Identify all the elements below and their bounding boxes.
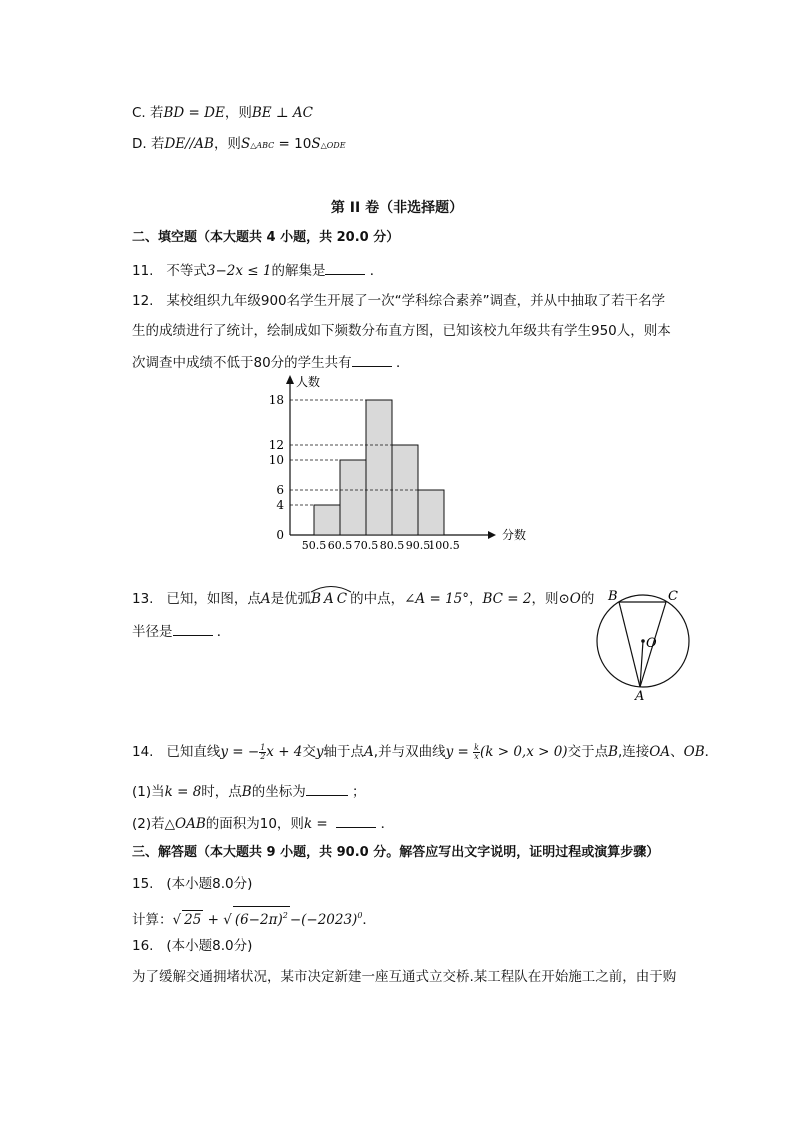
question-12-line-1: 12. 某校组织九年级900名学生开展了一次“学科综合素养”调查，并从中抽取了若干名学: [132, 293, 666, 309]
x-tick-label: 60.5: [327, 539, 353, 550]
answer-blank[interactable]: [306, 781, 348, 796]
circle-figure: [590, 585, 700, 705]
question-14-part-1: (1)当k = 8时，点B的坐标为 ；: [132, 781, 366, 801]
sqrt-6-2pi-squared: √ $(6-2\pi)^2$: [223, 912, 290, 928]
question-11: 11. 不等式3−2x ≤ 1的解集是 ．: [132, 260, 383, 280]
answer-blank[interactable]: [352, 352, 392, 367]
x-tick-label: 100.5: [428, 539, 460, 550]
label-a: A: [635, 689, 645, 704]
arc-bac: BAC: [311, 591, 350, 607]
answer-blank[interactable]: [325, 260, 365, 275]
x-axis-label: 分数: [502, 528, 527, 542]
y-tick-label: 12: [268, 438, 284, 452]
question-13-line-1: 13. 已知，如图，点A是优弧 BAC的中点，∠A = 15°，BC = 2，则⊙O的: [132, 590, 594, 608]
histogram-bar: [314, 505, 340, 535]
y-axis-arrow-icon: [286, 375, 294, 384]
answer-blank[interactable]: [173, 621, 213, 636]
question-16-header: 16. (本小题8.0分): [132, 938, 253, 954]
histogram-chart: [250, 370, 530, 550]
question-15-expression: 计算：√ 25 + √ $(6-2\pi)^2 -(-2023)^0$．: [132, 906, 376, 929]
question-16-line-1: 为了缓解交通拥堵状况，某市决定新建一座互通式立交桥.某工程队在开始施工之前，由于购: [132, 969, 677, 985]
section-2-heading: 二、填空题（本大题共 4 小题，共 20.0 分）: [132, 230, 400, 245]
fraction-k-over-x: $\frac{k}{x}$: [474, 742, 479, 761]
question-14-line-1: 14. 已知直线y = − $\frac{1}{2}$ x + 4交y轴于点A,并与双曲线y = $\frac{k}{x}$ (k > 0,x > 0)交于点B,连接OA、OB．: [132, 742, 719, 761]
fraction-one-half: $\frac{1}{2}$: [260, 742, 266, 761]
x-axis-arrow-icon: [488, 531, 496, 539]
x-tick-label: 70.5: [353, 539, 379, 550]
question-15-header: 15. (本小题8.0分): [132, 876, 253, 892]
arc-mark-icon: [309, 585, 353, 593]
y-axis-label: 人数: [296, 375, 321, 389]
x-tick-label: 50.5: [301, 539, 327, 550]
center-point: [641, 639, 645, 643]
chord-ab: [619, 602, 640, 687]
y-tick-label: 18: [268, 393, 284, 407]
histogram-bar: [366, 400, 392, 535]
option-c: C. 若BD = DE，则BE ⊥ AC: [132, 105, 313, 121]
question-12-line-2: 生的成绩进行了统计，绘制成如下频数分布直方图，已知该校九年级共有学生950人，则本: [132, 323, 671, 339]
sqrt-25: √ 25: [172, 912, 202, 928]
section-3-heading: 三、解答题（本大题共 9 小题，共 90.0 分。解答应写出文字说明，证明过程或演算步骤）: [132, 845, 660, 860]
histogram-bar: [418, 490, 444, 535]
label-b: B: [608, 589, 618, 604]
y-tick-label: 4: [276, 498, 284, 512]
y-tick-label: 6: [276, 483, 284, 497]
section-title: 第 II 卷（非选择题）: [330, 200, 464, 216]
x-tick-label: 90.5: [405, 539, 431, 550]
histogram-bar: [340, 460, 366, 535]
question-12-line-3: 次调查中成绩不低于80分的学生共有 ．: [132, 352, 409, 372]
option-d: D. 若DE//AB，则S△ABC = 10S△ODE: [132, 136, 346, 152]
y-tick-label: 0: [276, 528, 284, 542]
label-c: C: [668, 589, 678, 604]
label-o: O: [646, 636, 657, 651]
question-14-part-2: (2)若△OAB的面积为10，则k = ．: [132, 813, 394, 833]
question-13-line-2: 半径是 ．: [132, 621, 230, 641]
answer-blank[interactable]: [336, 813, 376, 828]
y-tick-label: 10: [268, 453, 284, 467]
x-tick-label: 80.5: [379, 539, 405, 550]
